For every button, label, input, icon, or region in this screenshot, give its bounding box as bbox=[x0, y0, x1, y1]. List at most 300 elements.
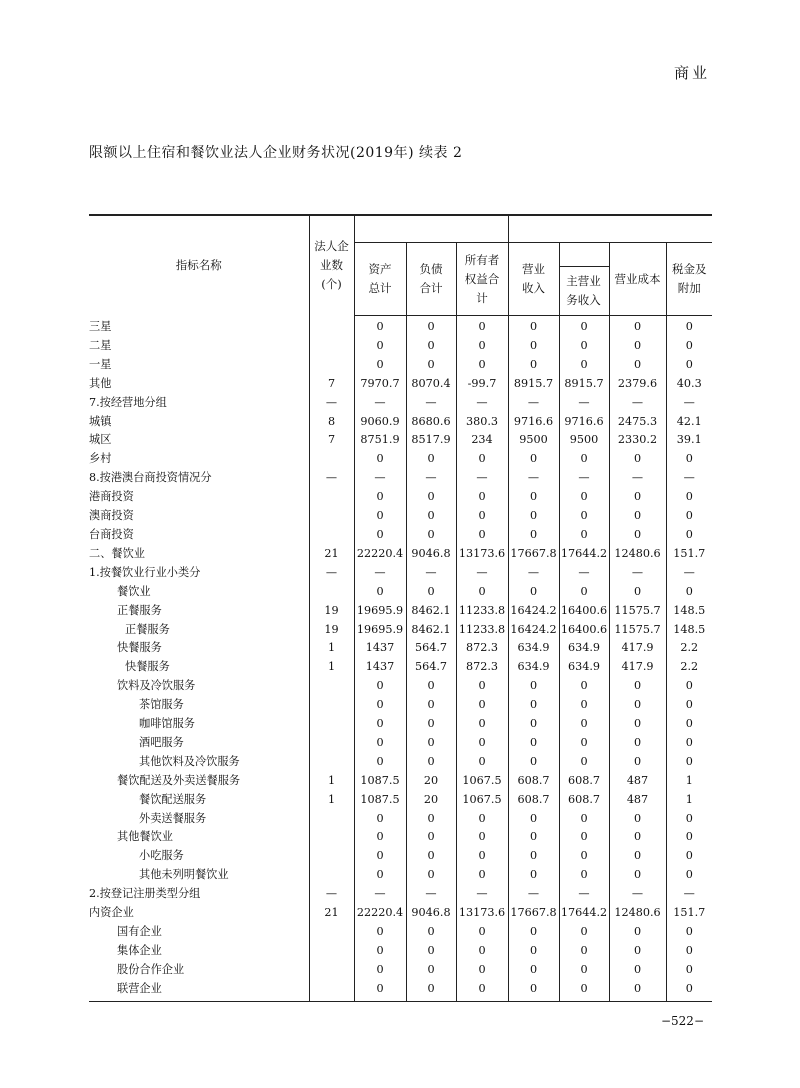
cell-main-revenue: 17644.2 bbox=[559, 904, 609, 923]
cell-main-revenue: 0 bbox=[559, 828, 609, 847]
table-row bbox=[89, 507, 712, 526]
cell-liabilities: — bbox=[406, 469, 456, 488]
cell-cost: 0 bbox=[609, 942, 666, 961]
cell-main-revenue: 0 bbox=[559, 356, 609, 375]
cell-count: — bbox=[309, 564, 354, 583]
cell-assets: 0 bbox=[354, 942, 406, 961]
cell-main-revenue: 0 bbox=[559, 810, 609, 829]
cell-equity: 0 bbox=[456, 980, 508, 1001]
cell-main-revenue: 0 bbox=[559, 677, 609, 696]
cell-count bbox=[309, 980, 354, 1001]
table-row bbox=[89, 602, 712, 621]
row-label: 其他饮料及冷饮服务 bbox=[139, 754, 240, 768]
cell-liabilities: 0 bbox=[406, 450, 456, 469]
cell-tax: 0 bbox=[666, 961, 712, 980]
cell-cost: 0 bbox=[609, 526, 666, 545]
cell-equity: 0 bbox=[456, 507, 508, 526]
cell-cost: 0 bbox=[609, 734, 666, 753]
cell-revenue: 0 bbox=[508, 980, 559, 1001]
cell-tax: 148.5 bbox=[666, 621, 712, 640]
cell-cost: 0 bbox=[609, 583, 666, 602]
cell-tax: 0 bbox=[666, 923, 712, 942]
cell-tax: 0 bbox=[666, 847, 712, 866]
cell-main-revenue: 0 bbox=[559, 488, 609, 507]
cell-count bbox=[309, 734, 354, 753]
cell-revenue: 0 bbox=[508, 753, 559, 772]
cell-equity: — bbox=[456, 885, 508, 904]
cell-equity: 11233.8 bbox=[456, 602, 508, 621]
cell-revenue: — bbox=[508, 469, 559, 488]
cell-cost: — bbox=[609, 885, 666, 904]
cell-equity: 1067.5 bbox=[456, 772, 508, 791]
header-equity: 所有者 权益合 计 bbox=[456, 243, 508, 316]
table-row bbox=[89, 545, 712, 564]
cell-equity: 1067.5 bbox=[456, 791, 508, 810]
cell-cost: 11575.7 bbox=[609, 621, 666, 640]
cell-cost: 12480.6 bbox=[609, 545, 666, 564]
table-row bbox=[89, 791, 712, 810]
header-liabilities: 负债 合计 bbox=[406, 243, 456, 316]
table-row bbox=[89, 356, 712, 375]
cell-revenue: — bbox=[508, 394, 559, 413]
cell-assets: 0 bbox=[354, 488, 406, 507]
cell-main-revenue: — bbox=[559, 885, 609, 904]
cell-revenue: 0 bbox=[508, 526, 559, 545]
row-label: 国有企业 bbox=[117, 925, 162, 938]
cell-count bbox=[309, 316, 354, 337]
cell-revenue: 0 bbox=[508, 810, 559, 829]
table-row bbox=[89, 734, 712, 753]
cell-revenue: 0 bbox=[508, 961, 559, 980]
cell-liabilities: 8462.1 bbox=[406, 602, 456, 621]
cell-tax: 1 bbox=[666, 791, 712, 810]
row-label: 8.按港澳台商投资情况分 bbox=[89, 471, 212, 485]
cell-cost: 0 bbox=[609, 488, 666, 507]
row-label: 股份合作企业 bbox=[117, 962, 185, 976]
cell-liabilities: — bbox=[406, 885, 456, 904]
cell-liabilities: 564.7 bbox=[406, 639, 456, 658]
cell-tax: 0 bbox=[666, 696, 712, 715]
cell-tax: 1 bbox=[666, 772, 712, 791]
table-row bbox=[89, 639, 712, 658]
cell-assets: 0 bbox=[354, 677, 406, 696]
header-group-balance bbox=[354, 215, 508, 243]
cell-count: — bbox=[309, 394, 354, 413]
cell-tax: 2.2 bbox=[666, 639, 712, 658]
cell-liabilities: 8680.6 bbox=[406, 413, 456, 432]
cell-count: — bbox=[309, 469, 354, 488]
cell-liabilities: 0 bbox=[406, 316, 456, 337]
cell-tax: 0 bbox=[666, 866, 712, 885]
row-label: 餐饮配送及外卖送餐服务 bbox=[117, 773, 241, 787]
row-label: 城镇 bbox=[89, 414, 112, 428]
cell-main-revenue: 0 bbox=[559, 961, 609, 980]
cell-revenue: 0 bbox=[508, 337, 559, 356]
cell-equity: 0 bbox=[456, 696, 508, 715]
cell-tax: 0 bbox=[666, 450, 712, 469]
cell-liabilities: 0 bbox=[406, 847, 456, 866]
cell-tax: 2.2 bbox=[666, 658, 712, 677]
table-row bbox=[89, 753, 712, 772]
cell-tax: 151.7 bbox=[666, 545, 712, 564]
table-row bbox=[89, 696, 712, 715]
table-row bbox=[89, 810, 712, 829]
cell-tax: 42.1 bbox=[666, 413, 712, 432]
cell-cost: 0 bbox=[609, 715, 666, 734]
cell-revenue: 0 bbox=[508, 866, 559, 885]
cell-assets: 0 bbox=[354, 526, 406, 545]
row-label: 餐饮业 bbox=[117, 584, 151, 598]
cell-count bbox=[309, 828, 354, 847]
cell-main-revenue: 0 bbox=[559, 734, 609, 753]
cell-cost: 417.9 bbox=[609, 639, 666, 658]
cell-equity: 0 bbox=[456, 316, 508, 337]
row-label: 酒吧服务 bbox=[139, 735, 184, 749]
cell-liabilities: 0 bbox=[406, 356, 456, 375]
table-title: 限额以上住宿和餐饮业法人企业财务状况(2019年) 续表 2 bbox=[89, 145, 463, 161]
cell-main-revenue: 0 bbox=[559, 696, 609, 715]
cell-tax: — bbox=[666, 394, 712, 413]
cell-assets: 0 bbox=[354, 507, 406, 526]
cell-assets: 9060.9 bbox=[354, 413, 406, 432]
cell-tax: — bbox=[666, 885, 712, 904]
cell-equity: 13173.6 bbox=[456, 545, 508, 564]
table-row bbox=[89, 431, 712, 450]
financial-table bbox=[89, 214, 712, 1002]
cell-assets: 0 bbox=[354, 866, 406, 885]
cell-tax: 0 bbox=[666, 942, 712, 961]
table-row bbox=[89, 583, 712, 602]
cell-liabilities: 0 bbox=[406, 753, 456, 772]
table-row bbox=[89, 469, 712, 488]
table-row bbox=[89, 677, 712, 696]
cell-cost: 0 bbox=[609, 316, 666, 337]
cell-revenue: 634.9 bbox=[508, 658, 559, 677]
cell-assets: 0 bbox=[354, 753, 406, 772]
cell-cost: 0 bbox=[609, 677, 666, 696]
cell-revenue: — bbox=[508, 885, 559, 904]
table-row bbox=[89, 413, 712, 432]
cell-assets: 1437 bbox=[354, 639, 406, 658]
cell-count: 1 bbox=[309, 772, 354, 791]
cell-assets: 0 bbox=[354, 980, 406, 1001]
cell-revenue: 0 bbox=[508, 677, 559, 696]
table-row bbox=[89, 847, 712, 866]
cell-tax: 39.1 bbox=[666, 431, 712, 450]
cell-cost: 0 bbox=[609, 696, 666, 715]
cell-liabilities: 20 bbox=[406, 791, 456, 810]
cell-equity: — bbox=[456, 394, 508, 413]
cell-count: — bbox=[309, 885, 354, 904]
cell-tax: 0 bbox=[666, 337, 712, 356]
table-row bbox=[89, 450, 712, 469]
row-label: 餐饮配送服务 bbox=[139, 792, 207, 806]
cell-assets: 19695.9 bbox=[354, 602, 406, 621]
table-row bbox=[89, 658, 712, 677]
table-row bbox=[89, 621, 712, 640]
cell-cost: — bbox=[609, 564, 666, 583]
cell-main-revenue: 608.7 bbox=[559, 791, 609, 810]
cell-tax: 0 bbox=[666, 980, 712, 1001]
cell-revenue: 9500 bbox=[508, 431, 559, 450]
cell-revenue: 9716.6 bbox=[508, 413, 559, 432]
cell-cost: 0 bbox=[609, 356, 666, 375]
cell-count bbox=[309, 356, 354, 375]
cell-assets: 0 bbox=[354, 961, 406, 980]
table-row bbox=[89, 715, 712, 734]
cell-count: 21 bbox=[309, 545, 354, 564]
row-label: 快餐服务 bbox=[117, 641, 162, 655]
cell-count bbox=[309, 847, 354, 866]
cell-tax: 0 bbox=[666, 828, 712, 847]
cell-count bbox=[309, 337, 354, 356]
cell-main-revenue: 0 bbox=[559, 866, 609, 885]
cell-assets: 8751.9 bbox=[354, 431, 406, 450]
cell-cost: 0 bbox=[609, 923, 666, 942]
cell-liabilities: 0 bbox=[406, 337, 456, 356]
cell-equity: 0 bbox=[456, 337, 508, 356]
cell-liabilities: 0 bbox=[406, 866, 456, 885]
cell-revenue: 8915.7 bbox=[508, 375, 559, 394]
table-row bbox=[89, 375, 712, 394]
table-row bbox=[89, 923, 712, 942]
cell-assets: 22220.4 bbox=[354, 904, 406, 923]
cell-main-revenue: 0 bbox=[559, 923, 609, 942]
cell-tax: 0 bbox=[666, 488, 712, 507]
cell-main-revenue: 0 bbox=[559, 337, 609, 356]
cell-assets: 19695.9 bbox=[354, 621, 406, 640]
cell-main-revenue: 16400.6 bbox=[559, 621, 609, 640]
cell-main-revenue: 0 bbox=[559, 715, 609, 734]
cell-equity: 0 bbox=[456, 356, 508, 375]
cell-assets: 0 bbox=[354, 696, 406, 715]
cell-cost: 0 bbox=[609, 980, 666, 1001]
cell-equity: 380.3 bbox=[456, 413, 508, 432]
cell-assets: — bbox=[354, 394, 406, 413]
cell-liabilities: 0 bbox=[406, 583, 456, 602]
row-label: 台商投资 bbox=[89, 527, 134, 541]
cell-liabilities: 0 bbox=[406, 980, 456, 1001]
cell-revenue: 608.7 bbox=[508, 791, 559, 810]
cell-equity: 0 bbox=[456, 583, 508, 602]
cell-assets: 0 bbox=[354, 828, 406, 847]
cell-count bbox=[309, 715, 354, 734]
cell-assets: 7970.7 bbox=[354, 375, 406, 394]
cell-main-revenue: 608.7 bbox=[559, 772, 609, 791]
row-label: 二、餐饮业 bbox=[89, 546, 145, 560]
cell-assets: 0 bbox=[354, 316, 406, 337]
cell-cost: 0 bbox=[609, 810, 666, 829]
cell-liabilities: 0 bbox=[406, 526, 456, 545]
cell-main-revenue: 0 bbox=[559, 450, 609, 469]
header-group-income bbox=[508, 215, 712, 243]
cell-count bbox=[309, 923, 354, 942]
row-label: 其他 bbox=[89, 376, 112, 390]
cell-liabilities: 8517.9 bbox=[406, 431, 456, 450]
table-row bbox=[89, 394, 712, 413]
table-row bbox=[89, 564, 712, 583]
cell-equity: — bbox=[456, 469, 508, 488]
cell-tax: 0 bbox=[666, 526, 712, 545]
cell-assets: 1087.5 bbox=[354, 772, 406, 791]
cell-equity: 0 bbox=[456, 715, 508, 734]
cell-assets: — bbox=[354, 469, 406, 488]
cell-revenue: 0 bbox=[508, 828, 559, 847]
cell-cost: 12480.6 bbox=[609, 904, 666, 923]
header-tax: 税金及 附加 bbox=[666, 243, 712, 316]
row-label: 小吃服务 bbox=[139, 849, 184, 863]
cell-equity: 0 bbox=[456, 677, 508, 696]
cell-count: 1 bbox=[309, 639, 354, 658]
cell-cost: 2475.3 bbox=[609, 413, 666, 432]
cell-tax: 151.7 bbox=[666, 904, 712, 923]
table-row bbox=[89, 828, 712, 847]
cell-main-revenue: 0 bbox=[559, 847, 609, 866]
header-cost: 营业成本 bbox=[609, 243, 666, 316]
cell-count: 7 bbox=[309, 431, 354, 450]
cell-equity: 0 bbox=[456, 753, 508, 772]
header-assets: 资产 总计 bbox=[354, 243, 406, 316]
table-row bbox=[89, 961, 712, 980]
cell-main-revenue: — bbox=[559, 564, 609, 583]
row-label: 城区 bbox=[89, 433, 112, 447]
cell-main-revenue: 0 bbox=[559, 583, 609, 602]
cell-count bbox=[309, 961, 354, 980]
row-label: 其他未列明餐饮业 bbox=[139, 868, 229, 882]
cell-liabilities: 9046.8 bbox=[406, 545, 456, 564]
cell-count bbox=[309, 753, 354, 772]
cell-count bbox=[309, 507, 354, 526]
cell-cost: 0 bbox=[609, 450, 666, 469]
cell-tax: 0 bbox=[666, 734, 712, 753]
cell-cost: — bbox=[609, 469, 666, 488]
cell-assets: 1087.5 bbox=[354, 791, 406, 810]
table-row bbox=[89, 526, 712, 545]
row-label: 外卖送餐服务 bbox=[139, 811, 207, 825]
cell-revenue: 0 bbox=[508, 696, 559, 715]
cell-main-revenue: 0 bbox=[559, 980, 609, 1001]
cell-cost: 487 bbox=[609, 791, 666, 810]
cell-equity: 11233.8 bbox=[456, 621, 508, 640]
cell-main-revenue: 9716.6 bbox=[559, 413, 609, 432]
cell-liabilities: 0 bbox=[406, 810, 456, 829]
table-row bbox=[89, 980, 712, 1001]
row-label: 饮料及冷饮服务 bbox=[117, 679, 196, 693]
cell-liabilities: 0 bbox=[406, 961, 456, 980]
cell-cost: 11575.7 bbox=[609, 602, 666, 621]
cell-tax: — bbox=[666, 469, 712, 488]
cell-main-revenue: — bbox=[559, 394, 609, 413]
cell-cost: 0 bbox=[609, 847, 666, 866]
cell-count: 1 bbox=[309, 791, 354, 810]
cell-assets: 0 bbox=[354, 810, 406, 829]
table-row bbox=[89, 772, 712, 791]
row-label: 二星 bbox=[89, 338, 112, 352]
cell-liabilities: 9046.8 bbox=[406, 904, 456, 923]
cell-liabilities: 8070.4 bbox=[406, 375, 456, 394]
cell-tax: 0 bbox=[666, 583, 712, 602]
cell-tax: 0 bbox=[666, 316, 712, 337]
cell-cost: 0 bbox=[609, 753, 666, 772]
section-header: 商业 bbox=[673, 64, 710, 82]
cell-equity: 0 bbox=[456, 526, 508, 545]
page-number: −522− bbox=[660, 1014, 704, 1028]
cell-liabilities: 8462.1 bbox=[406, 621, 456, 640]
cell-main-revenue: 0 bbox=[559, 507, 609, 526]
cell-equity: 0 bbox=[456, 942, 508, 961]
cell-assets: 0 bbox=[354, 923, 406, 942]
cell-main-revenue: 0 bbox=[559, 942, 609, 961]
row-label: 内资企业 bbox=[89, 906, 134, 920]
header-main-revenue-cell bbox=[559, 243, 609, 316]
cell-count bbox=[309, 866, 354, 885]
cell-equity: 872.3 bbox=[456, 658, 508, 677]
cell-tax: — bbox=[666, 564, 712, 583]
cell-assets: — bbox=[354, 564, 406, 583]
cell-main-revenue: 0 bbox=[559, 526, 609, 545]
row-label: 正餐服务 bbox=[125, 622, 170, 636]
cell-revenue: 0 bbox=[508, 923, 559, 942]
cell-revenue: 0 bbox=[508, 488, 559, 507]
cell-revenue: 0 bbox=[508, 583, 559, 602]
row-label: 2.按登记注册类型分组 bbox=[89, 887, 201, 901]
cell-assets: 0 bbox=[354, 356, 406, 375]
cell-equity: 872.3 bbox=[456, 639, 508, 658]
cell-equity: -99.7 bbox=[456, 375, 508, 394]
cell-revenue: 0 bbox=[508, 715, 559, 734]
cell-cost: 0 bbox=[609, 337, 666, 356]
cell-count bbox=[309, 696, 354, 715]
cell-main-revenue: 17644.2 bbox=[559, 545, 609, 564]
row-label: 乡村 bbox=[89, 452, 112, 466]
cell-revenue: 17667.8 bbox=[508, 545, 559, 564]
cell-revenue: 0 bbox=[508, 942, 559, 961]
cell-equity: 0 bbox=[456, 488, 508, 507]
cell-revenue: 0 bbox=[508, 356, 559, 375]
cell-liabilities: 564.7 bbox=[406, 658, 456, 677]
cell-cost: 2330.2 bbox=[609, 431, 666, 450]
cell-liabilities: 0 bbox=[406, 942, 456, 961]
table-row bbox=[89, 904, 712, 923]
cell-liabilities: 0 bbox=[406, 488, 456, 507]
cell-assets: 1437 bbox=[354, 658, 406, 677]
row-label: 集体企业 bbox=[117, 943, 162, 957]
cell-liabilities: 0 bbox=[406, 734, 456, 753]
cell-tax: 0 bbox=[666, 753, 712, 772]
cell-main-revenue: 634.9 bbox=[559, 639, 609, 658]
row-label: 1.按餐饮业行业小类分 bbox=[89, 565, 201, 579]
cell-liabilities: 0 bbox=[406, 677, 456, 696]
cell-count bbox=[309, 526, 354, 545]
cell-count bbox=[309, 810, 354, 829]
cell-equity: 0 bbox=[456, 450, 508, 469]
cell-main-revenue: 16400.6 bbox=[559, 602, 609, 621]
row-label: 三星 bbox=[89, 319, 112, 333]
cell-cost: 2379.6 bbox=[609, 375, 666, 394]
table-row bbox=[89, 316, 712, 337]
cell-assets: 0 bbox=[354, 847, 406, 866]
header-indicator: 指标名称 bbox=[89, 215, 309, 316]
row-label: 咖啡馆服务 bbox=[139, 717, 195, 731]
cell-equity: — bbox=[456, 564, 508, 583]
cell-assets: 0 bbox=[354, 337, 406, 356]
cell-tax: 40.3 bbox=[666, 375, 712, 394]
row-label: 一星 bbox=[89, 357, 112, 371]
cell-main-revenue: — bbox=[559, 469, 609, 488]
cell-cost: 487 bbox=[609, 772, 666, 791]
cell-cost: 0 bbox=[609, 961, 666, 980]
cell-tax: 0 bbox=[666, 810, 712, 829]
